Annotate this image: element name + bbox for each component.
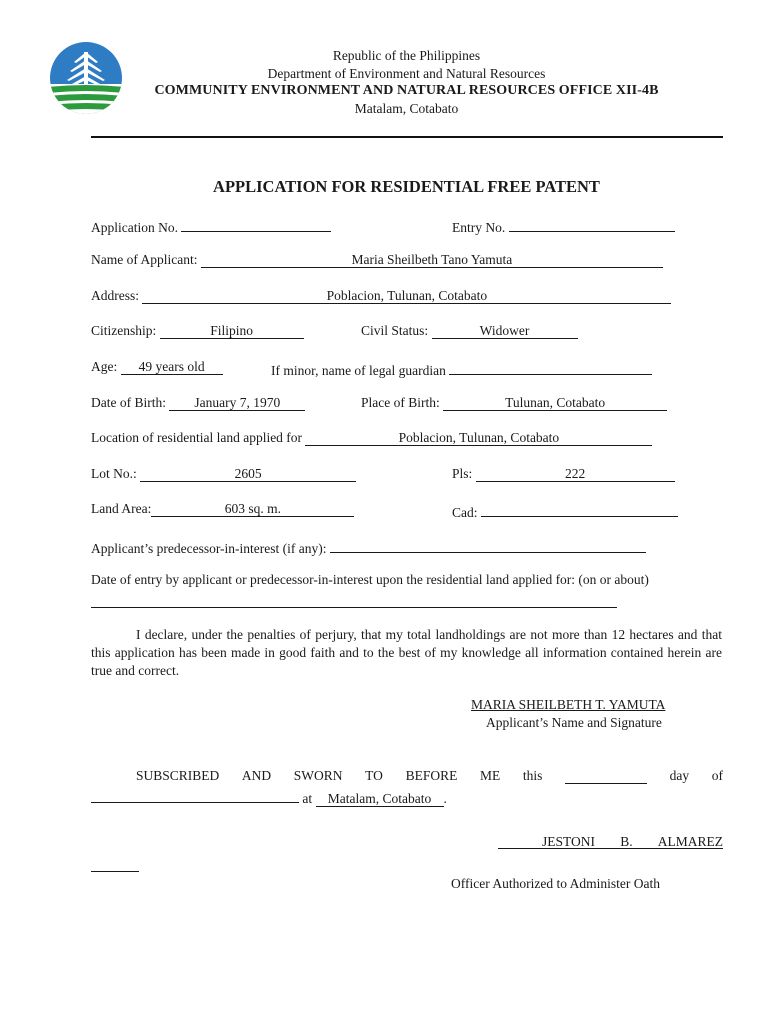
civil-status-field [361,323,578,339]
pls-field [452,466,675,482]
address-field [91,288,671,304]
address-label: Address: [91,288,139,303]
sworn-statement-line [91,768,723,784]
stray-underline [91,871,139,872]
officer-middle-initial: B. [620,834,633,849]
sworn-place-value[interactable]: Matalam, Cotabato [316,791,444,807]
sworn-period: . [443,791,447,806]
applicant-name-label: Name of Applicant: [91,252,198,267]
entry-no-field [452,216,675,236]
predecessor-label: Applicant’s predecessor-in-interest (if any): [91,541,327,556]
header-department: Department of Environment and Natural Resources [267,66,546,81]
age-value[interactable]: 49 years old [121,359,223,375]
land-area-label: Land Area: [91,501,152,516]
sworn-word: ME [479,768,501,783]
land-area-field [91,501,354,517]
sworn-month-year-value[interactable] [91,787,299,803]
application-no-label: Application No. [91,220,178,235]
lot-no-label: Lot No.: [91,466,137,481]
header-divider [91,136,723,138]
predecessor-value[interactable] [330,537,646,553]
date-of-entry-field [91,592,617,612]
guardian-value[interactable] [449,359,652,375]
civil-status-value[interactable]: Widower [432,323,578,339]
location-label: Location of residential land applied for [91,430,303,445]
age-field [91,359,223,375]
entry-no-value[interactable] [509,216,675,232]
officer-name-line [498,834,723,849]
applicant-signature-name [471,697,665,713]
guardian-label: If minor, name of legal guardian [271,363,446,378]
sworn-word: SUBSCRIBED [136,768,220,783]
sworn-word: BEFORE [405,768,458,783]
sworn-of-word: of [711,768,723,783]
age-label: Age: [91,359,118,374]
lot-no-value[interactable]: 2605 [140,466,356,482]
applicant-name-value[interactable]: Maria Sheilbeth Tano Yamuta [201,252,663,268]
declaration-paragraph: I declare, under the penalties of perjury, that my total landholdings are not more than 12 hectares and that this application has been made in good faith and to the best of my knowledge all information contained herein are true and correct. [91,627,722,678]
pls-value[interactable]: 222 [476,466,675,482]
cad-value[interactable] [481,501,678,517]
entry-no-label: Entry No. [452,220,506,235]
dob-field [91,395,305,411]
pob-field [361,395,667,411]
location-field [91,430,652,446]
header-location: Matalam, Cotabato [354,101,459,116]
sworn-at-word: at [302,791,313,806]
predecessor-field [91,537,646,557]
lot-no-field [91,466,356,482]
header-office: COMMUNITY ENVIRONMENT AND NATURAL RESOURCES OFFICE XII-4B [154,83,659,98]
cad-label: Cad: [452,505,478,520]
sworn-day-value[interactable] [565,768,647,784]
location-value[interactable]: Poblacion, Tulunan, Cotabato [305,430,652,446]
officer-first-name: JESTONI [542,834,596,849]
pob-value[interactable]: Tulunan, Cotabato [443,395,667,411]
pob-label: Place of Birth: [361,395,440,410]
application-no-field [91,216,331,236]
dob-label: Date of Birth: [91,395,166,410]
citizenship-field [91,323,304,339]
header-republic: Republic of the Philippines [332,48,481,63]
pls-label: Pls: [452,466,473,481]
guardian-field [271,359,652,379]
sworn-place-line [91,787,447,807]
applicant-signature-caption: Applicant’s Name and Signature [486,715,662,730]
cad-field [452,501,678,521]
form-title: APPLICATION FOR RESIDENTIAL FREE PATENT [213,177,600,196]
land-area-value[interactable]: 603 sq. m. [151,501,354,517]
application-no-value[interactable] [181,216,331,232]
dob-value[interactable]: January 7, 1970 [169,395,305,411]
address-value[interactable]: Poblacion, Tulunan, Cotabato [142,288,671,304]
civil-status-label: Civil Status: [361,323,429,338]
officer-last-name: ALMAREZ [657,834,723,849]
sworn-word: AND [241,768,272,783]
applicant-name-field [91,252,663,268]
sworn-word: this [522,768,543,783]
citizenship-value[interactable]: Filipino [160,323,304,339]
sworn-word: TO [365,768,383,783]
sworn-day-word: day [669,768,690,783]
sworn-word: SWORN [293,768,343,783]
date-of-entry-label: Date of entry by applicant or predecessor-in-interest upon the residential land applied for: (on or about) [91,572,649,587]
officer-caption: Officer Authorized to Administer Oath [451,876,660,891]
date-of-entry-value[interactable] [91,592,617,608]
citizenship-label: Citizenship: [91,323,157,338]
applicant-name-signature: MARIA SHEILBETH T. YAMUTA [471,697,666,712]
